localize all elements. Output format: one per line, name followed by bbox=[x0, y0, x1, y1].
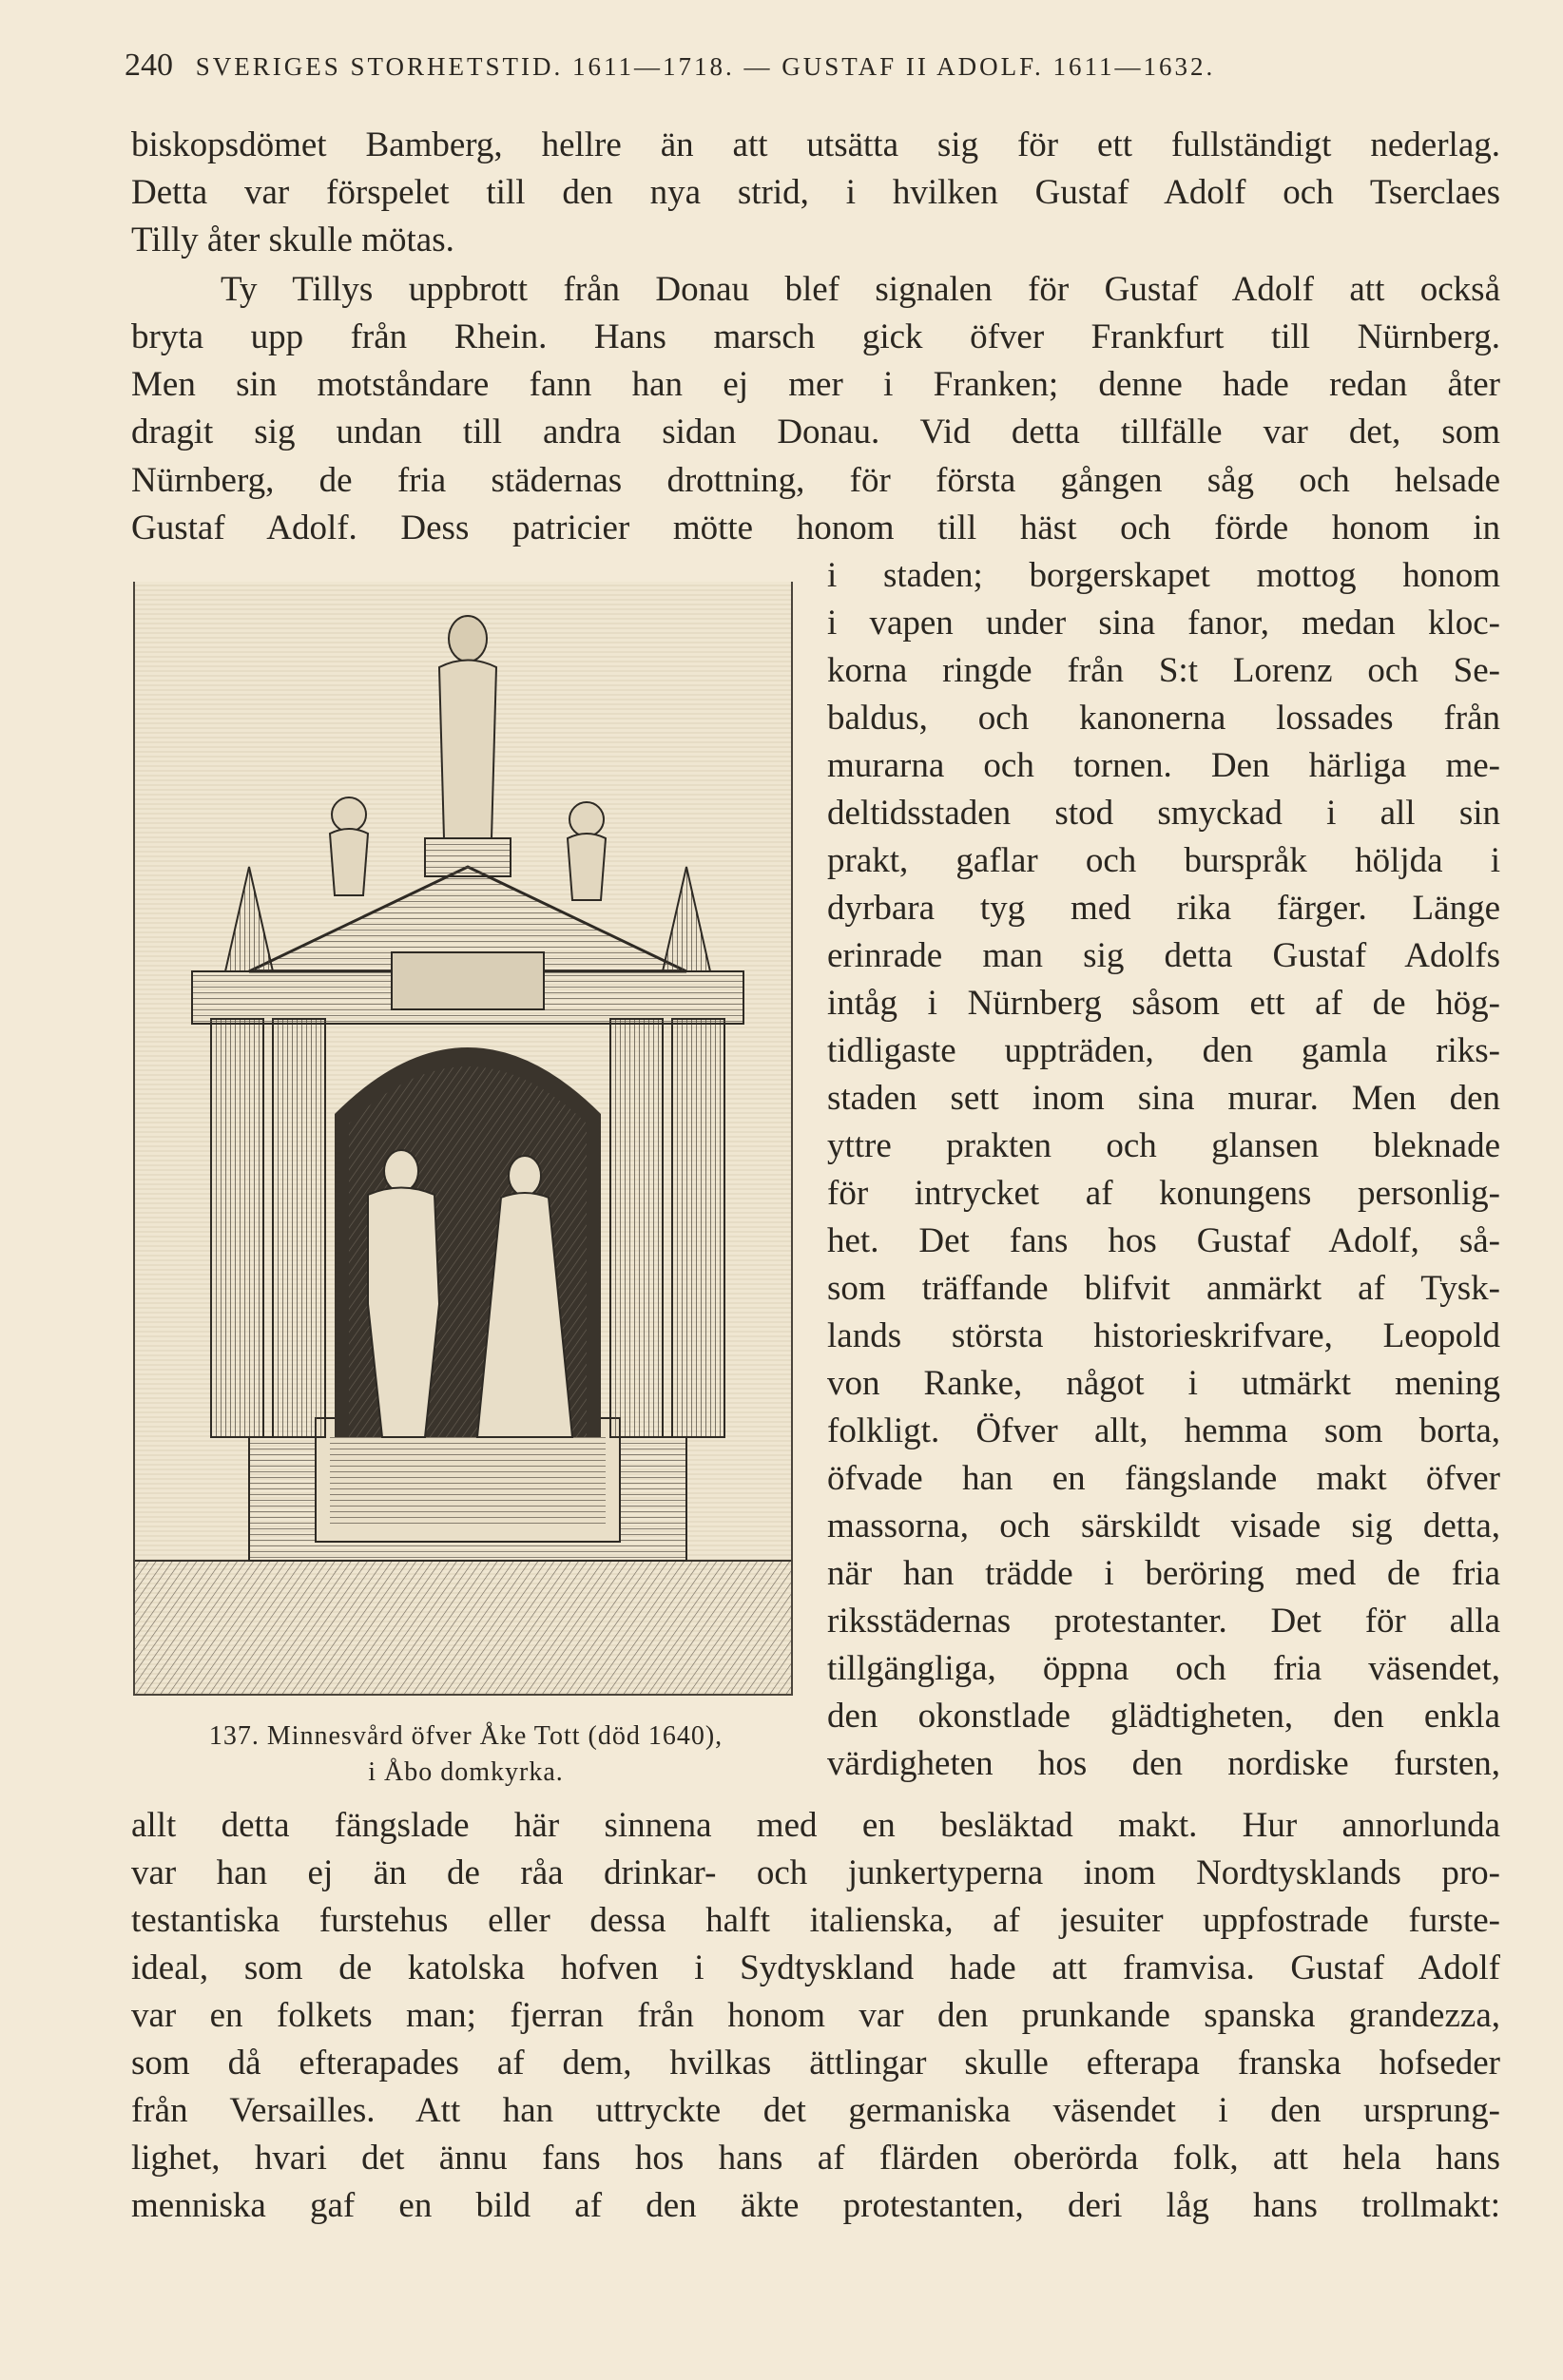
text-line: Ty Tillys uppbrott från Donau blef signalen för Gustaf Adolf att också bbox=[221, 270, 1500, 309]
text-line: var han ej än de råa drinkar- och junkertyperna inom Nordtysklands pro- bbox=[131, 1853, 1500, 1892]
text-line: i vapen under sina fanor, medan kloc- bbox=[827, 604, 1500, 643]
text-line: erinrade man sig detta Gustaf Adolfs bbox=[827, 936, 1500, 975]
text-line: von Ranke, något i utmärkt mening bbox=[827, 1364, 1500, 1403]
text-line: korna ringde från S:t Lorenz och Se- bbox=[827, 651, 1500, 690]
text-line: deltidsstaden stod smyckad i all sin bbox=[827, 794, 1500, 833]
caption-line: i Åbo domkyrka. bbox=[368, 1757, 564, 1787]
text-line: biskopsdömet Bamberg, hellre än att utsätta sig för ett fullständigt nederlag. bbox=[131, 125, 1500, 164]
text-line: den okonstlade glädtigheten, den enkla bbox=[827, 1697, 1500, 1736]
page-number: 240 bbox=[125, 48, 173, 83]
text-line: från Versailles. Att han uttryckte det germaniska väsendet i den ursprung- bbox=[131, 2091, 1500, 2130]
text-line: yttre prakten och glansen bleknade bbox=[827, 1126, 1500, 1165]
text-line: för intrycket af konungens personlig- bbox=[827, 1174, 1500, 1213]
text-line: bryta upp från Rhein. Hans marsch gick öfver Frankfurt till Nürnberg. bbox=[131, 317, 1500, 356]
text-line: Gustaf Adolf. Dess patricier mötte honom till häst och förde honom in bbox=[131, 509, 1500, 547]
text-line: dyrbara tyg med rika färger. Länge bbox=[827, 889, 1500, 928]
text-line: testantiska furstehus eller dessa halft italienska, af jesuiter uppfostrade furste- bbox=[131, 1901, 1500, 1940]
text-line: Detta var förspelet till den nya strid, i hvilken Gustaf Adolf och Tserclaes bbox=[131, 173, 1500, 212]
text-line: lands största historieskrifvare, Leopold bbox=[827, 1316, 1500, 1355]
text-line: Nürnberg, de fria städernas drottning, för första gången såg och helsade bbox=[131, 461, 1500, 500]
running-header bbox=[125, 48, 1503, 84]
text-line: riksstädernas protestanter. Det för alla bbox=[827, 1602, 1500, 1641]
text-line: tidligaste uppträden, den gamla riks- bbox=[827, 1031, 1500, 1070]
text-line: prakt, gaflar och burspråk höljda i bbox=[827, 841, 1500, 880]
text-line: folkligt. Öfver allt, hemma som borta, bbox=[827, 1411, 1500, 1450]
text-line: öfvade han en fängslande makt öfver bbox=[827, 1459, 1500, 1498]
text-line: massorna, och särskildt visade sig detta, bbox=[827, 1507, 1500, 1545]
text-line: intåg i Nürnberg såsom ett af de hög- bbox=[827, 984, 1500, 1023]
text-line: värdigheten hos den nordiske fursten, bbox=[827, 1744, 1500, 1783]
text-line: lighet, hvari det ännu fans hos hans af flärden oberörda folk, att hela hans bbox=[131, 2139, 1500, 2178]
figure-caption bbox=[133, 1718, 799, 1791]
text-line: staden sett inom sina murar. Men den bbox=[827, 1079, 1500, 1118]
running-title: SVERIGES STORHETSTID. 1611—1718. — GUSTAF II ADOLF. 1611—1632. bbox=[195, 52, 1216, 81]
text-line: murarna och tornen. Den härliga me- bbox=[827, 746, 1500, 785]
text-line: dragit sig undan till andra sidan Donau. Vid detta tillfälle var det, som bbox=[131, 413, 1500, 451]
text-line: Tilly åter skulle mötas. bbox=[131, 221, 454, 259]
text-line: allt detta fängslade här sinnena med en besläktad makt. Hur annorlunda bbox=[131, 1806, 1500, 1845]
caption-line: 137. Minnesvård öfver Åke Tott (död 1640), bbox=[208, 1721, 724, 1751]
memorial-engraving bbox=[133, 582, 793, 1696]
text-line: när han trädde i beröring med de fria bbox=[827, 1554, 1500, 1593]
text-line: som då efterapades af dem, hvilkas ättlingar skulle efterapa franska hofseder bbox=[131, 2044, 1500, 2082]
text-line: var en folkets man; fjerran från honom var den prunkande spanska grandezza, bbox=[131, 1996, 1500, 2035]
memorial-illustration bbox=[135, 582, 791, 1694]
text-line: baldus, och kanonerna lossades från bbox=[827, 699, 1500, 738]
text-line: menniska gaf en bild af den äkte protestanten, deri låg hans trollmakt: bbox=[131, 2186, 1500, 2225]
text-line: som träffande blifvit anmärkt af Tysk- bbox=[827, 1269, 1500, 1308]
text-line: het. Det fans hos Gustaf Adolf, så- bbox=[827, 1221, 1500, 1260]
text-line: Men sin motståndare fann han ej mer i Franken; denne hade redan åter bbox=[131, 365, 1500, 404]
text-line: tillgängliga, öppna och fria väsendet, bbox=[827, 1649, 1500, 1688]
text-line: i staden; borgerskapet mottog honom bbox=[827, 556, 1500, 595]
text-line: ideal, som de katolska hofven i Sydtyskland hade att framvisa. Gustaf Adolf bbox=[131, 1948, 1500, 1987]
